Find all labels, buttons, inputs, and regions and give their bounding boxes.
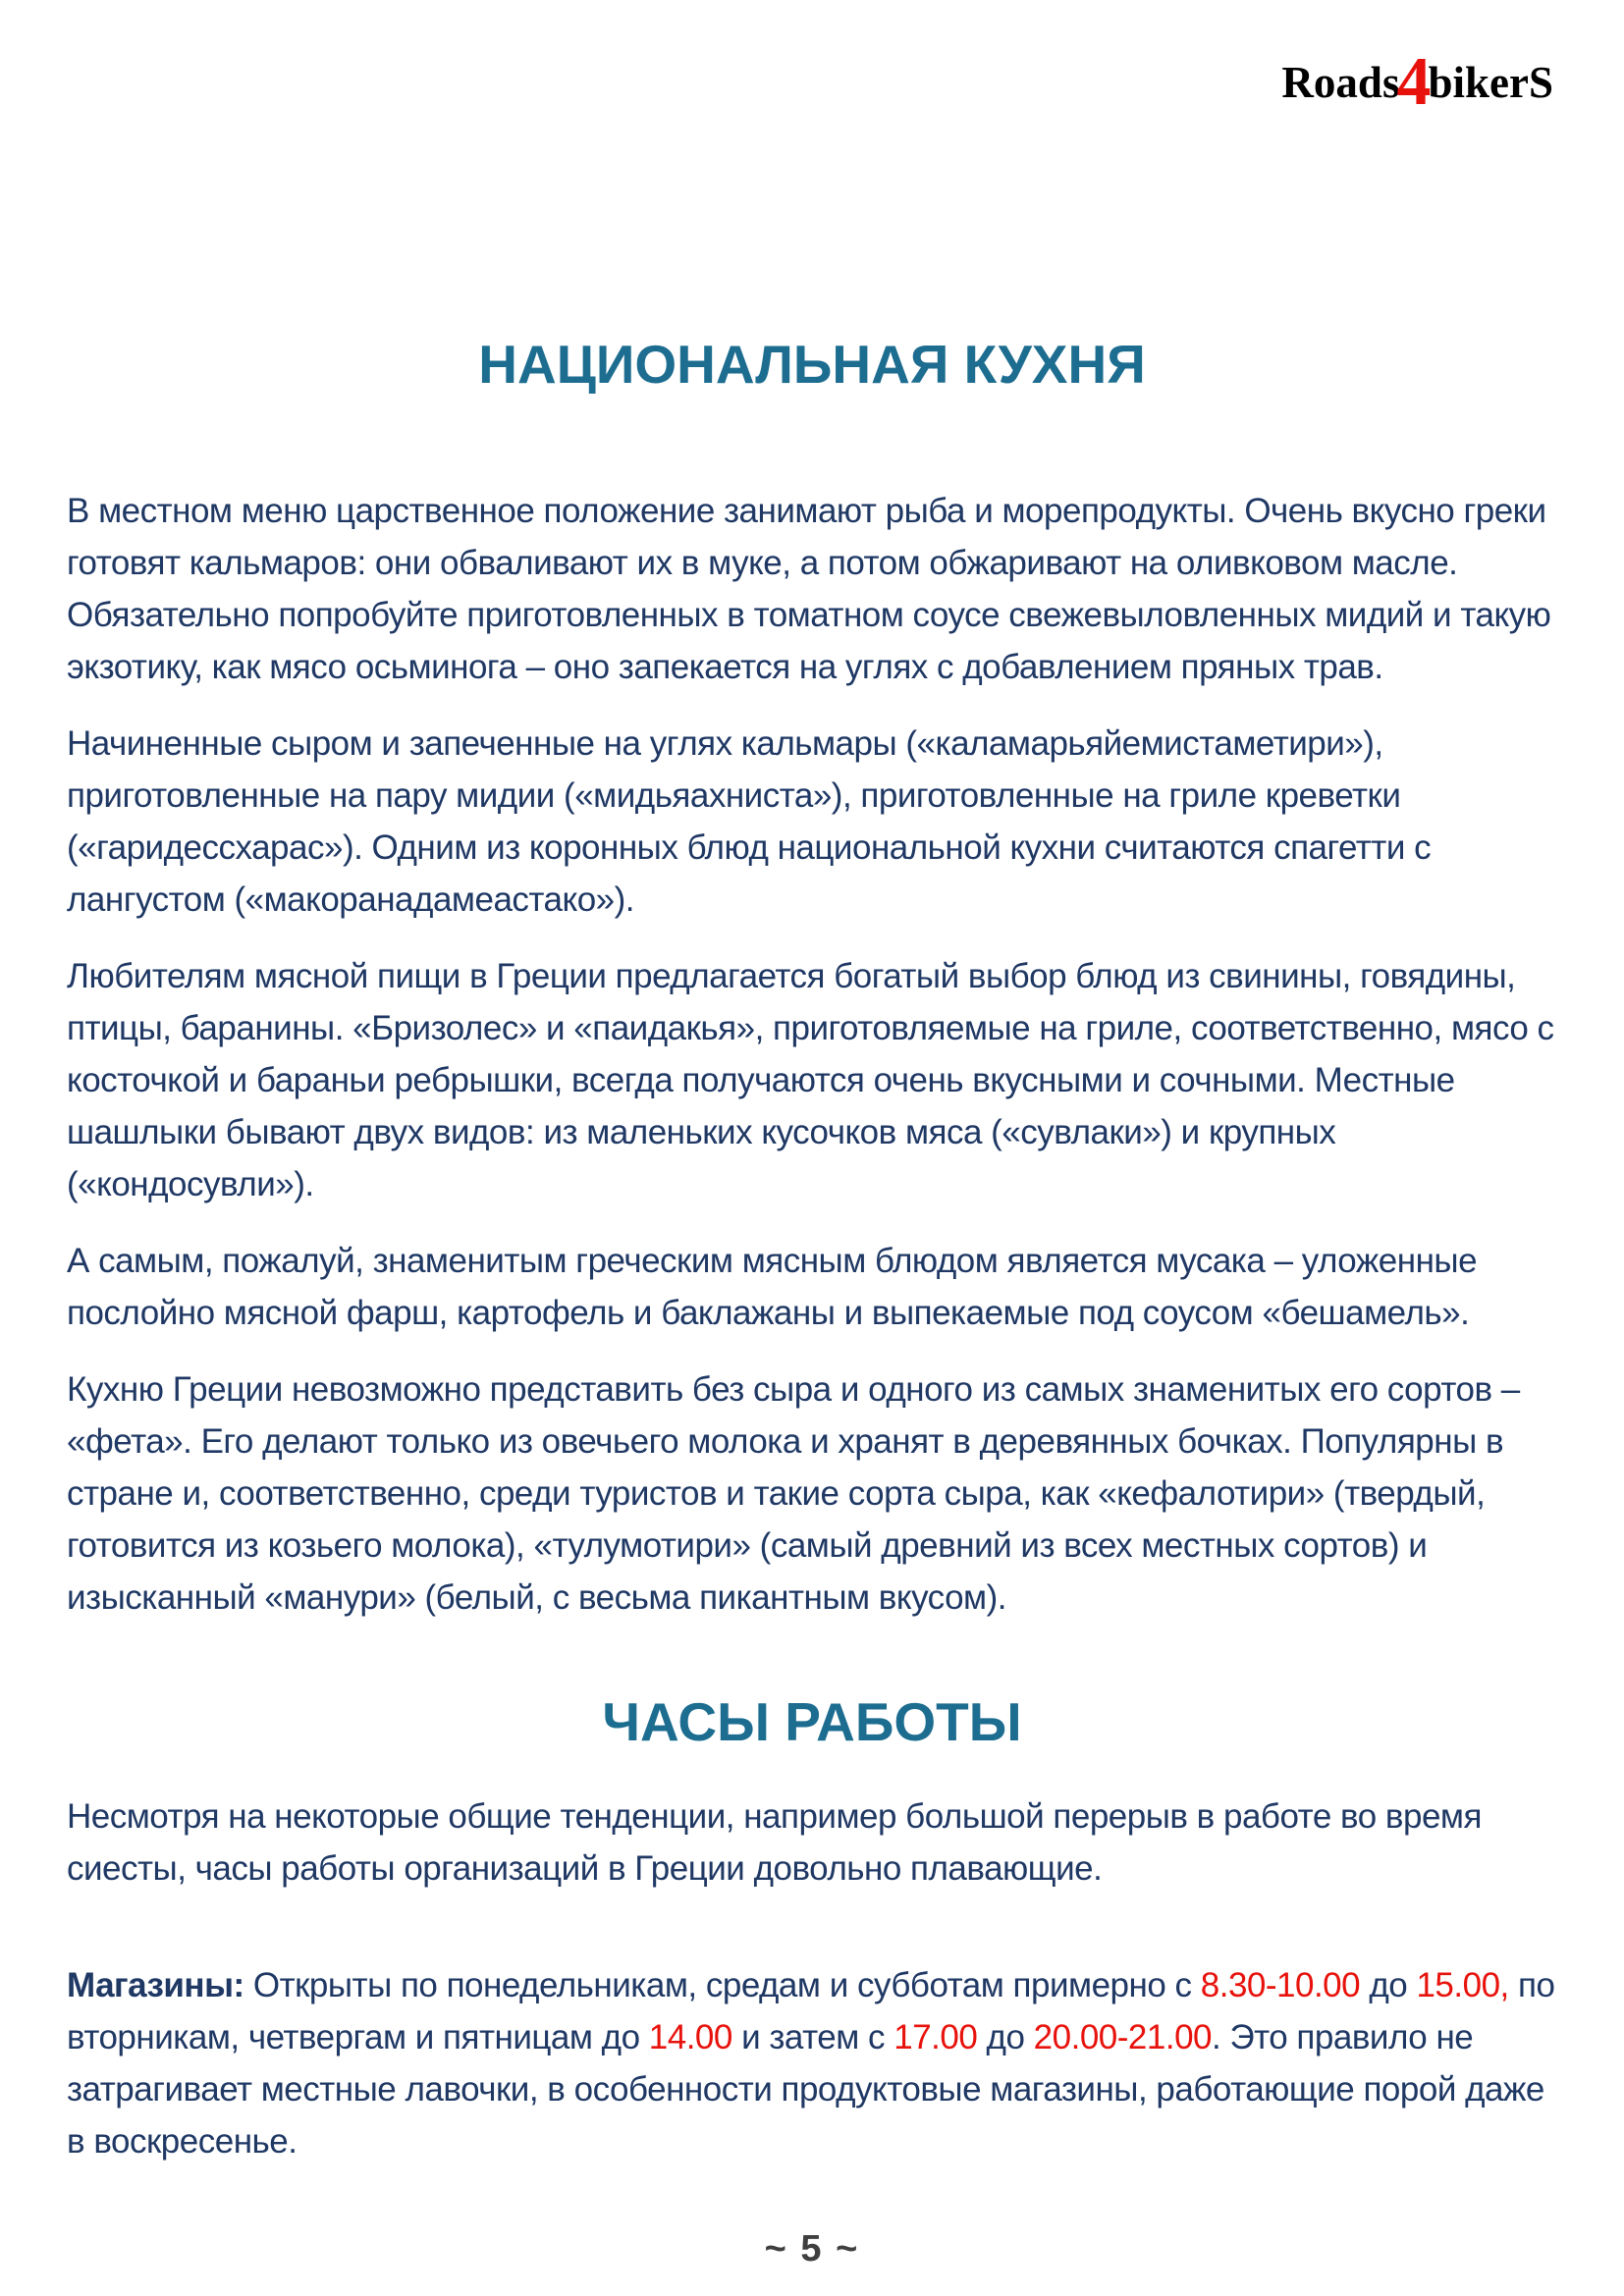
logo-text-bikers: bikerS [1428,58,1553,107]
text-segment-normal: по вторникам, четвергам и пятницам до [67,1965,1555,2056]
paragraph-cheese: Кухню Греции невозможно представить без сыра и одного из самых знаменитых его сортов – «фета». Его делают только из овечьего молока и хранят в деревянных бочках. Популярны в стране и, соответственно, среди туристов и такие сорта сыра, как «кефалотири» (твердый, готовится из козьего молока), «тулумотири» (самый древний из всех местных сортов) и изысканный «манури» (белый, с весьма пикантным вкусом). [67,1369,1520,1617]
paragraph-work-hours-intro: Несмотря на некоторые общие тенденции, например большой перерыв в работе во время сиесты, часы работы организаций в Греции довольно плавающие. [67,1796,1482,1888]
logo-digit-4: 4 [1396,44,1432,120]
brand-logo [1281,44,1553,120]
section-title-national-cuisine: НАЦИОНАЛЬНАЯ КУХНЯ [478,334,1146,395]
text-segment-red: 20.00-21.00 [1033,2017,1212,2056]
logo-text-roads: Roads [1281,58,1400,107]
text-segment-red: 8.30-10.00 [1200,1965,1361,2004]
text-segment-bold: Магазины: [67,1965,244,2004]
page-header [1281,44,1553,120]
paragraph-seafood: В местном меню царственное положение занимают рыба и морепродукты. Очень вкусно греки готовят кальмаров: они обваливают их в муке, а потом обжаривают на оливковом масле. Обязательно попробуйте приготовленных в томатном соусе свежевыловленных мидий и такую экзотику, как мясо осьминога – оно запекается на углях с добавлением пряных трав. [67,491,1551,686]
section-title-work-hours: ЧАСЫ РАБОТЫ [602,1690,1022,1752]
text-segment-normal: и затем с [731,2017,894,2056]
page-number: ~ 5 ~ [764,2228,860,2269]
paragraph-stuffed-squid: Начиненные сыром и запеченные на углях кальмары («каламарьяйемистаметири»), приготовленные на пару мидии («мидьяахниста»), приготовленные на гриле креветки («гаридессхарас»). Одним из коронных блюд национальной кухни считаются спагетти с лангустом («макоранадамеастако»). [67,723,1432,919]
text-segment-red: 17.00 [893,2017,978,2056]
paragraph-meat-dishes: Любителям мясной пищи в Греции предлагается богатый выбор блюд из свинины, говядины, птицы, баранины. «Бризолес» и «паидакья», приготовляемые на гриле, соответственно, мясо с косточкой и бараньи ребрышки, всегда получаются очень вкусными и сочными. Местные шашлыки бывают двух видов: из маленьких кусочков мяса («сувлаки») и крупных («кондосувли»). [67,956,1554,1203]
text-segment-red: 15.00, [1416,1965,1509,2004]
paragraph-shops-hours [67,1959,1557,2167]
text-segment-red: 14.00 [648,2017,732,2056]
text-segment-normal: Открыты по понедельникам, средам и субботам примерно с [244,1965,1201,2004]
text-segment-normal: до [1360,1965,1417,2004]
paragraph-moussaka: А самым, пожалуй, знаменитым греческим мясным блюдом является мусака – уложенные послойно мясной фарш, картофель и баклажаны и выпекаемые под соусом «бешамель». [67,1241,1478,1332]
text-segment-normal: . Это правило не затрагивает местные лавочки, в особенности продуктовые магазины, работающие порой даже в воскресенье. [67,2017,1544,2161]
text-segment-normal: до [977,2017,1034,2056]
